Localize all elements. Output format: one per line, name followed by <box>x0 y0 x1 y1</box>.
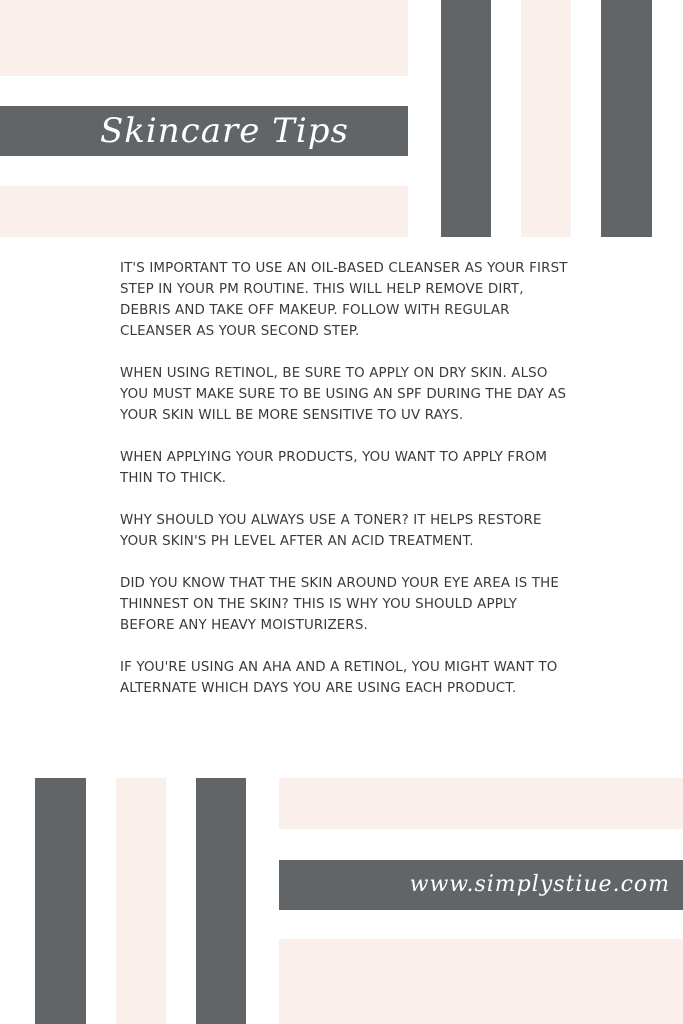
top-gray-bar-1 <box>441 0 491 237</box>
bottom-gray-bar-2 <box>196 778 246 1024</box>
website-url: www.simplystiue.com <box>409 872 670 897</box>
bottom-gray-bar-1 <box>35 778 86 1024</box>
top-gray-bar-2 <box>601 0 652 237</box>
bottom-pink-bar <box>116 778 166 1024</box>
top-pink-band-1 <box>0 0 408 76</box>
tip-paragraph: WHEN APPLYING YOUR PRODUCTS, YOU WANT TO APPLY FROM THIN TO THICK. <box>120 450 548 486</box>
tip-paragraph: WHY SHOULD YOU ALWAYS USE A TONER? IT HELPS RESTORE YOUR SKIN'S PH LEVEL AFTER AN ACID TREATMENT. <box>120 513 542 549</box>
tip-paragraph: DID YOU KNOW THAT THE SKIN AROUND YOUR EYE AREA IS THE THINNEST ON THE SKIN? THIS IS WHY YOU SHOULD APPLY BEFORE ANY HEAVY MOISTURIZERS. <box>120 576 559 633</box>
tip-paragraph: IT'S IMPORTANT TO USE AN OIL-BASED CLEANSER AS YOUR FIRST STEP IN YOUR PM ROUTINE. THIS WILL HELP REMOVE DIRT, DEBRIS AND TAKE OFF MAKEUP. FOLLOW WITH REGULAR CLEANSER AS YOUR SECOND STEP. <box>120 261 568 339</box>
tip-paragraph: WHEN USING RETINOL, BE SURE TO APPLY ON DRY SKIN. ALSO YOU MUST MAKE SURE TO BE USING AN SPF DURING THE DAY AS YOUR SKIN WILL BE MORE SENSITIVE TO UV RAYS. <box>120 366 567 423</box>
tips-list <box>120 258 570 720</box>
bottom-pink-band-1 <box>279 778 683 829</box>
page-title: Skincare Tips <box>100 111 349 151</box>
tip-paragraph: IF YOU'RE USING AN AHA AND A RETINOL, YOU MIGHT WANT TO ALTERNATE WHICH DAYS YOU ARE USING EACH PRODUCT. <box>120 660 558 696</box>
top-pink-band-2 <box>0 186 408 237</box>
bottom-pink-band-2 <box>279 939 683 1024</box>
top-pink-bar <box>521 0 571 237</box>
